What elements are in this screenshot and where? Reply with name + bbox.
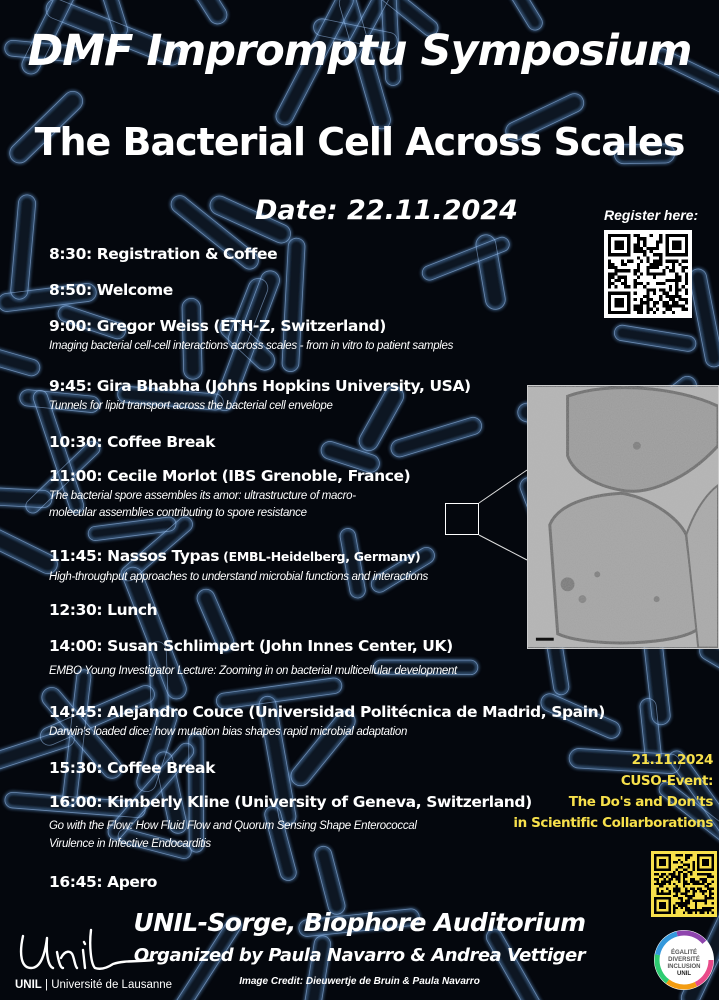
cuso-event-block xyxy=(499,750,713,834)
image-credit: Image Credit: Dieuwertje de Bruin & Paula Navarro xyxy=(239,976,480,987)
talk-title: Imaging bacterial cell-cell interactions across scales - from in vitro to patient samples xyxy=(49,340,454,352)
schedule-item-bhabha: 9:45: Gira Bhabha (Johns Hopkins University, USA) Tunnels for lipid transport across the bacterial cell envelope xyxy=(49,377,471,412)
organizers: Organized by Paula Navarro & Andrea Vettiger xyxy=(133,945,586,966)
cuso-event-label: CUSO-Event: xyxy=(620,773,713,789)
event-title: DMF Impromptu Symposium xyxy=(27,26,692,76)
register-label: Register here: xyxy=(604,207,699,223)
schedule-item-registration: 8:30: Registration & Coffee xyxy=(49,245,278,263)
talk-title: EMBO Young Investigator Lecture: Zooming in on bacterial multicellular development xyxy=(49,665,457,677)
venue: UNIL-Sorge, Biophore Auditorium xyxy=(133,908,586,937)
zoom-region-box xyxy=(445,503,479,535)
schedule-item-morlot: 11:00: Cecile Morlot (IBS Grenoble, France) The bacterial spore assembles its amor: ultrastructure of macro- molecular assemblies contributing to spore resistance xyxy=(49,467,411,519)
schedule-item-schlimpert: 14:00: Susan Schlimpert (John Innes Center, UK) EMBO Young Investigator Lecture: Zooming in on bacterial multicellular development xyxy=(49,637,457,677)
register-qr-code[interactable] xyxy=(604,230,692,318)
schedule-item-lunch: 12:30: Lunch xyxy=(49,601,158,619)
event-date: Date: 22.11.2024 xyxy=(255,195,518,226)
cuso-title-line1: The Do's and Don'ts xyxy=(568,794,713,810)
affiliation: (EMBL-Heidelberg, Germany) xyxy=(219,549,421,564)
schedule-item-couce: 14:45: Alejandro Couce (Universidad Politécnica de Madrid, Spain) Darwin's loaded dice: how mutation bias shapes rapid microbial adaptation xyxy=(49,703,605,738)
cuso-date: 21.11.2024 xyxy=(631,752,713,768)
schedule-item-welcome: 8:50: Welcome xyxy=(49,281,173,299)
schedule-item-typas: 11:45: Nassos Typas (EMBL-Heidelberg, Germany) High-throughput approaches to understand microbial functions and interactions xyxy=(49,547,429,583)
schedule-item-apero: 16:45: Apero xyxy=(49,873,158,891)
schedule-item-coffee-1: 10:30: Coffee Break xyxy=(49,433,216,451)
unil-logo-text: UNIL | Université de Lausanne xyxy=(15,979,173,991)
svg-text:INCLUSION: INCLUSION xyxy=(667,964,701,970)
svg-text:DIVERSITÉ: DIVERSITÉ xyxy=(668,957,700,963)
talk-title-line2: molecular assemblies contributing to spore resistance xyxy=(49,507,307,519)
talk-title-line1: Go with the Flow: How Fluid Flow and Quorum Sensing Shape Enterococcal xyxy=(49,820,417,832)
talk-title-line2: Virulence in Infective Endocarditis xyxy=(49,838,211,850)
schedule-item-kline: 16:00: Kimberly Kline (University of Geneva, Switzerland) Go with the Flow: How Fluid Flow and Quorum Sensing Shape Enterococcal Virulence in Infective Endocarditis xyxy=(49,793,532,850)
talk-title: Tunnels for lipid transport across the bacterial cell envelope xyxy=(49,400,333,412)
talk-title-line1: The bacterial spore assembles its amor: ultrastructure of macro- xyxy=(49,490,356,502)
talk-title: Darwin's loaded dice: how mutation bias shapes rapid microbial adaptation xyxy=(49,726,408,738)
edi-logo-icon xyxy=(654,930,714,990)
svg-text:UNIL: UNIL xyxy=(677,971,691,977)
unil-logo-icon xyxy=(15,924,155,980)
svg-text:ÉGALITÉ: ÉGALITÉ xyxy=(670,950,698,956)
cuso-title-line2: in Scientific Collarborations xyxy=(513,815,713,831)
talk-title: High-throughput approaches to understand microbial functions and interactions xyxy=(49,571,429,583)
event-subtitle: The Bacterial Cell Across Scales xyxy=(34,120,685,164)
schedule-item-weiss: 9:00: Gregor Weiss (ETH-Z, Switzerland) Imaging bacterial cell-cell interactions across scales - from in vitro to patient samples xyxy=(49,317,454,352)
schedule-item-coffee-2: 15:30: Coffee Break xyxy=(49,759,216,777)
electron-micrograph-inset xyxy=(527,385,719,649)
